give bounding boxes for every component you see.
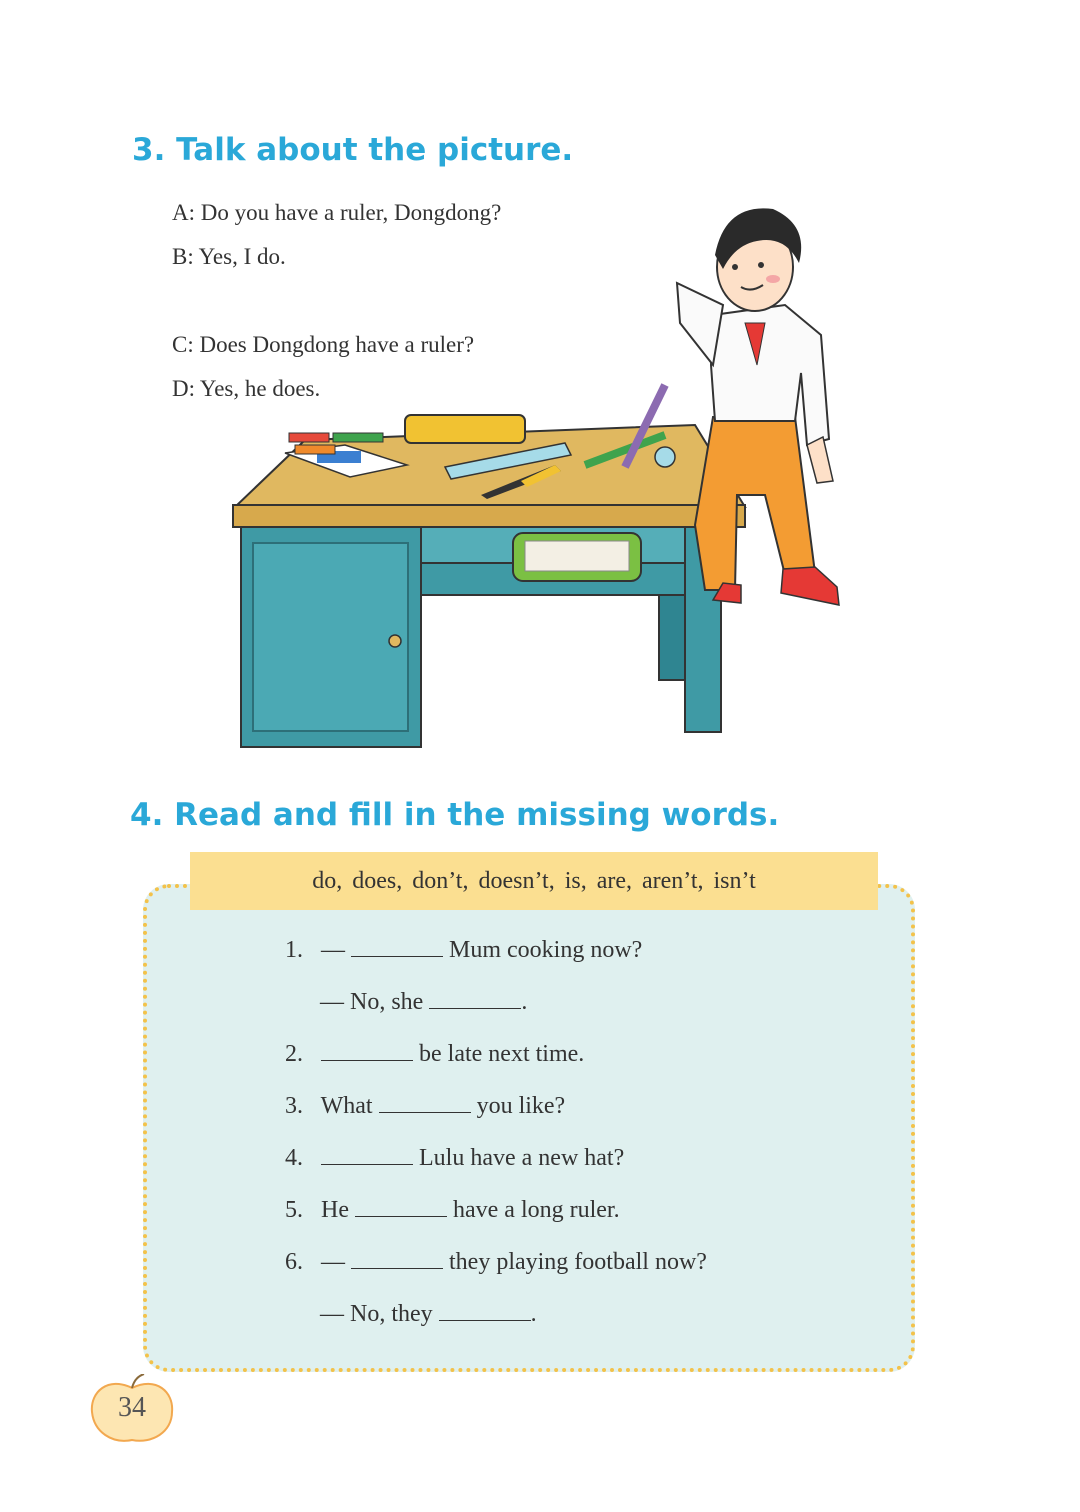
- exercise-item-4: [285, 1144, 624, 1172]
- reply-suffix: .: [521, 989, 528, 1015]
- exercise-item-2: [285, 1040, 584, 1068]
- section-4-title: 4. Read and fill in the missing words.: [130, 797, 780, 833]
- exercise-item-3: [285, 1092, 565, 1120]
- dialogue-line-c: C: Does Dongdong have a ruler?: [172, 332, 475, 357]
- item-prefix: —: [321, 1249, 345, 1275]
- reply-prefix: — No, they: [320, 1301, 433, 1327]
- exercise-item-1: [285, 936, 642, 964]
- item-number: 2.: [285, 1041, 303, 1067]
- answer-blank[interactable]: [321, 1144, 413, 1165]
- item-text: you like?: [476, 1093, 566, 1119]
- item-prefix: He: [321, 1197, 349, 1223]
- word-bank: do, does, don’t, doesn’t, is, are, aren’t, isn’t: [190, 852, 878, 910]
- section-3-title: 3. Talk about the picture.: [132, 132, 574, 168]
- boy-illustration: [677, 208, 839, 605]
- item-number: 5.: [285, 1197, 303, 1223]
- item-prefix: What: [320, 1093, 373, 1119]
- page-number: 34: [118, 1392, 146, 1423]
- answer-blank[interactable]: [351, 1248, 443, 1269]
- exercise-item-5: [285, 1196, 620, 1224]
- dialogue-line-a: A: Do you have a ruler, Dongdong?: [172, 200, 502, 225]
- item-text: they playing football now?: [449, 1249, 707, 1275]
- dialogue-line-b: B: Yes, I do.: [172, 244, 286, 269]
- item-number: 3.: [285, 1093, 303, 1119]
- item-prefix: —: [321, 937, 345, 963]
- item-text: Lulu have a new hat?: [419, 1145, 625, 1171]
- item-text: have a long ruler.: [452, 1197, 620, 1223]
- desk-illustration: [233, 425, 745, 747]
- item-number: 4.: [285, 1145, 303, 1171]
- item-number: 1.: [285, 937, 303, 963]
- exercise-item-6-reply: [320, 1300, 537, 1328]
- answer-blank[interactable]: [439, 1300, 531, 1321]
- answer-blank[interactable]: [355, 1196, 447, 1217]
- reply-suffix: .: [530, 1301, 537, 1327]
- item-text: Mum cooking now?: [449, 937, 643, 963]
- page-number-badge: [88, 1374, 176, 1446]
- exercise-item-1-reply: [320, 988, 527, 1016]
- answer-blank[interactable]: [351, 936, 443, 957]
- item-text: be late next time.: [419, 1041, 585, 1067]
- dialogue-line-d: D: Yes, he does.: [172, 376, 321, 401]
- answer-blank[interactable]: [321, 1040, 413, 1061]
- answer-blank[interactable]: [379, 1092, 471, 1113]
- reply-prefix: — No, she: [320, 989, 424, 1015]
- item-number: 6.: [285, 1249, 303, 1275]
- desk-and-boy-illustration: [225, 195, 855, 755]
- answer-blank[interactable]: [429, 988, 521, 1009]
- exercise-item-6: [285, 1248, 707, 1276]
